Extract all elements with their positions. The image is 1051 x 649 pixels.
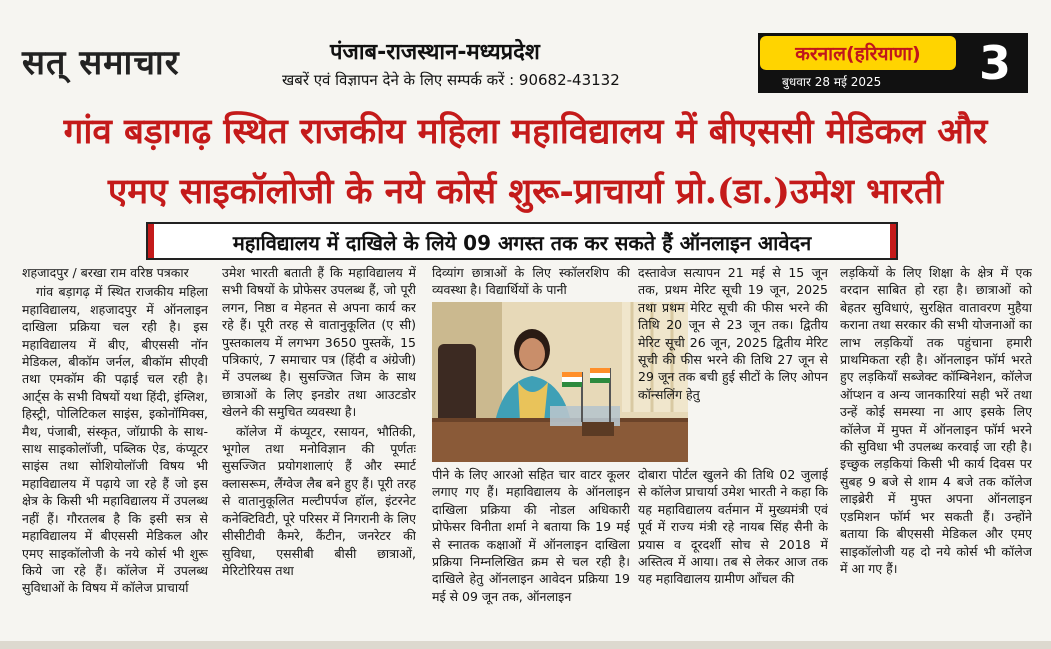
- subheadline-box: [146, 222, 898, 260]
- article-column-2: [222, 264, 416, 638]
- newspaper-brand: सत् समाचार: [22, 43, 180, 83]
- paragraph: कॉलेज में कंप्यूटर, रसायन, भौतिकी, भूगोल तथा मनोविज्ञान की पूर्णतः सुसज्जित प्रयोगशालाएं हैं और स्मार्ट क्लासरूम, लैंग्वेज लैब बने हुए हैं। पूरी तरह से वातानुकूलित मल्टीपर्पज हॉल, इंटरनेट कनेक्टिविटी, पूरे परिसर में निगरानी के लिए सीसीटीवी कैमरे, कैंटीन, जनरेटर की सुविधा, एससीबी बीसी छात्राओं, मेरिटोरियस तथा: [222, 423, 416, 578]
- bottom-strip: [0, 641, 1051, 649]
- subheadline-right-bar: [890, 224, 896, 258]
- page-number: 3: [978, 36, 1011, 90]
- paragraph: उमेश भारती बताती हैं कि महाविद्यालय में सभी विषयों के प्रोफेसर उपलब्ध हैं, जो पूरी लगन, निष्ठा व मेहनत से अपना कार्य कर रहे हैं। पूरी तरह से वातानुकूलित (ए सी) पुस्तकालय में लगभग 3650 पुस्तकें, 15 पत्रिकाएं, 7 समाचार पत्र (हिंदी व अंग्रेजी) में उपलब्ध है। सुसज्जित जिम के साथ छात्राओं के लिए इनडोर तथा आउटडोर खेलने की समुचित व्यवस्था है।: [222, 265, 416, 420]
- coverage-states: पंजाब-राजस्थान-मध्यप्रदेश: [330, 40, 540, 65]
- edition-label: करनाल(हरियाणा): [760, 36, 956, 70]
- paragraph: पीने के लिए आरओ सहित चार वाटर कूलर लगाए गए हैं। महाविद्यालय के ऑनलाइन दाखिला प्रक्रिया की नोडल अधिकारी प्रोफेसर विनीता शर्मा ने बताया कि 19 मई से स्नातक कक्षाओं में ऑनलाइन दाखिला प्रक्रिया निम्नलिखित क्रम से चल रही है। दाखिले हेतु ऑनलाइन आवेदन प्रक्रिया 19 मई से 09 जून तक, ऑनलाइन: [432, 467, 630, 604]
- paragraph: दस्तावेज सत्यापन 21 मई से 15 जून तक, प्रथम मेरिट सूची 19 जून, 2025 तथा प्रथम मेरिट सूची की फीस भरने की तिथि 20 जून से 23 जून तक। द्वितीय मेरिट सूची 26 जून, 2025 द्वितीय मेरिट सूची की फीस भरने की तिथि 27 जून से 29 जून तक बची हुई सीटों के लिए ओपन कॉन्सलिंग हेतु: [638, 265, 828, 402]
- paragraph: गांव बड़ागढ़ में स्थित राजकीय महिला महाविद्यालय, शहजादपुर में ऑनलाइन दाखिला प्रक्रिया चल रही है। इस महाविद्यालय में बीए, बीएससी नॉन मेडिकल, बीकॉम जर्नल, बीकॉम सीएवी तथा एमकॉम की पढ़ाई चल रही है। आर्ट्स के सभी विषयों यथा हिंदी, इंग्लिश, हिस्ट्री, पोलिटिकल साइंस, इकोनॉमिक्स, मैथ, पंजाबी, संस्कृत, जॉग्राफी के साथ-साथ साइकोलॉजी, पब्लिक ऐड, कंप्यूटर साइंस तथा सोशियोलॉजी विषय भी महाविद्यालय में पढ़ाये जा रहे हैं जो इस क्षेत्र के किसी भी महाविद्यालय में उपलब्ध नहीं हैं। गौरतलब है कि इसी सत्र से महाविद्यालय में बीएससी मेडिकल और एमए साइकॉलोजी के नये कोर्स भी शुरू किये जा रहे हैं। कॉलेज में उपलब्ध सुविधाओं के विषय में कॉलेज प्राचार्या: [22, 284, 208, 596]
- paragraph: लड़कियों के लिए शिक्षा के क्षेत्र में एक वरदान साबित हो रहा है। छात्राओं को बेहतर सुविधाएं, सुरक्षित वातावरण मुहैया कराना तथा सरकार की सभी योजनाओं का लाभ लड़कियों तक पहुंचाना हमारी प्राथमिकता रही है। ऑनलाइन फॉर्म भरते हुए लड़कियाँ सब्जेक्ट कॉम्बिनेशन, कॉलेज ऑप्शन व अन्य जानकारियां सही भरें तथा उन्हें कोई समस्या ना आए इसके लिए कॉलेज में मुफ्त में ऑनलाइन फॉर्म भरने की सुविधा भी उपलब्ध करवाई जा रही है। इच्छुक लड़कियां किसी भी कार्य दिवस पर सुबह 9 बजे से शाम 4 बजे तक कॉलेज लाइब्रेरी में मुफ्त अपना ऑनलाइन एडमिशन फॉर्म भर सकती हैं। उन्होंने बताया कि बीएससी मेडिकल और एमए साइकॉलोजी यह दो नये कोर्स भी कॉलेज में आ गए हैं।: [840, 265, 1032, 576]
- headline-line-2: एमए साइकॉलोजी के नये कोर्स शुरू-प्राचार्या प्रो.(डा.)उमेश भारती: [107, 171, 944, 212]
- edition-date: बुधवार 28 मई 2025: [782, 75, 882, 89]
- paragraph: दिव्यांग छात्राओं के लिए स्कॉलरशिप की व्यवस्था है। विद्यार्थियों के पानी: [432, 265, 630, 298]
- article-column-3-bottom: [432, 466, 630, 638]
- article-column-4-top: [638, 264, 828, 464]
- contact-line: खबरें एवं विज्ञापन देने के लिए सम्पर्क करें : 90682-43132: [282, 71, 620, 89]
- masthead: [0, 0, 1051, 98]
- article-column-3-top: [432, 264, 630, 300]
- article-column-5: [840, 264, 1032, 638]
- byline: शहजादपुर / बरखा राम वरिष्ठ पत्रकार: [22, 265, 189, 280]
- subheadline-left-bar: [148, 224, 154, 258]
- subheadline: महाविद्यालय में दाखिले के लिये 09 अगस्त तक कर सकते हैं ऑनलाइन आवेदन: [232, 231, 812, 255]
- headline-line-1: गांव बड़ागढ़ स्थित राजकीय महिला महाविद्यालय में बीएससी मेडिकल और: [63, 111, 988, 152]
- paragraph: दोबारा पोर्टल खुलने की तिथि 02 जुलाई से कॉलेज प्राचार्या उमेश भारती ने कहा कि यह महाविद्यालय वर्तमान में मुख्यमंत्री एवं पूर्व में राज्य मंत्री रहे नायब सिंह सैनी के प्रयास व दूरदर्शी सोच से 2018 में अस्तित्व में आया। तब से लेकर आज तक यह महाविद्यालय ग्रामीण आँचल की: [638, 467, 828, 587]
- article-column-1: [22, 264, 208, 638]
- article-column-4-bottom: [638, 466, 828, 638]
